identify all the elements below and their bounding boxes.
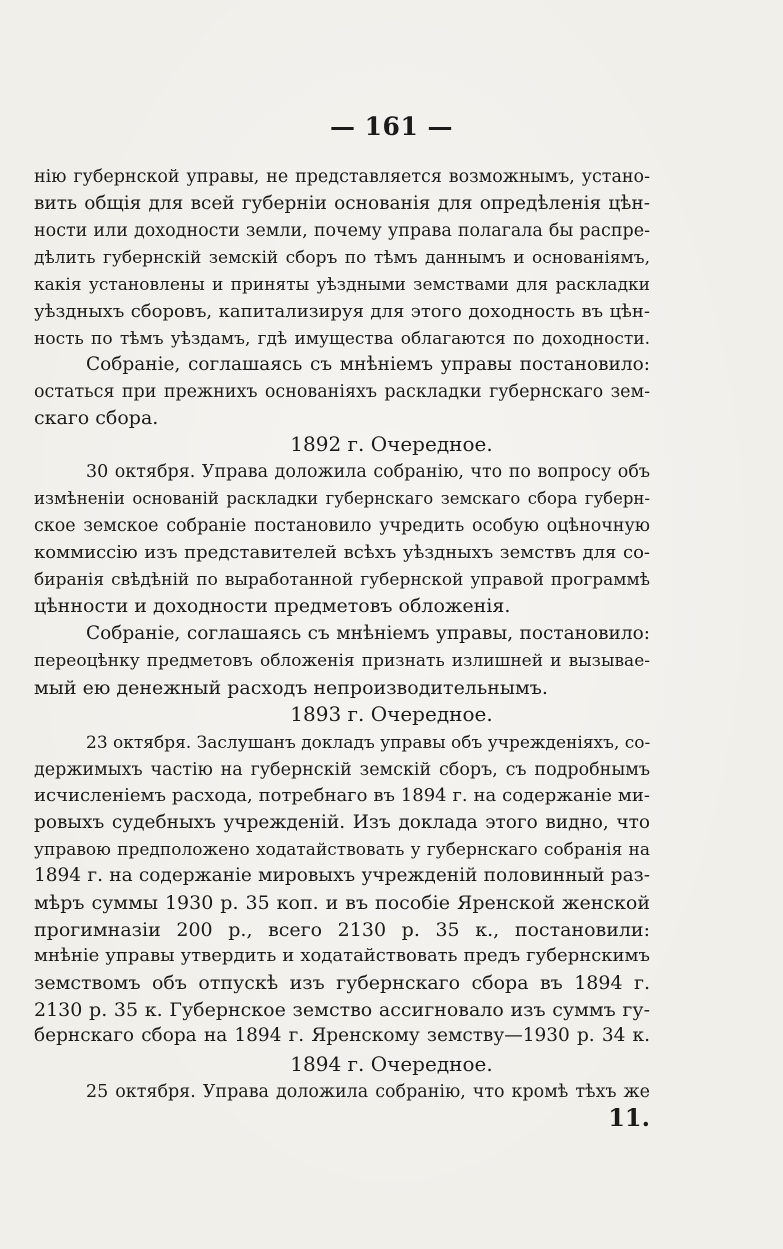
text-line: 1894 г. на содержаніе мировыхъ учрежденій половинный раз- [34,865,650,886]
section-heading-1892: 1892 г. Очередное. [290,432,493,456]
text-line: какія установлены и приняты уѣздными земствами для раскладки [34,275,650,295]
text-line: измѣненіи основаній раскладки губернскаго земскаго сбора губерн- [34,489,650,508]
text-line: мѣръ суммы 1930 р. 35 коп. и въ пособіе Яренской женской [34,892,650,914]
text-line: скаго сбора. [34,407,159,429]
section-heading-1893: 1893 г. Очередное. [290,702,493,726]
page-number: — 161 — [329,112,454,141]
text-line: вить общія для всей губерніи основанія для опредѣленія цѣн- [34,193,650,214]
text-line: дѣлить губернскій земскій сборъ по тѣмъ даннымъ и основаніямъ, [34,248,650,268]
text-line: мый ею денежный расходъ непроизводительнымъ. [34,677,548,699]
text-line: земствомъ объ отпускѣ изъ губернскаго сбора въ 1894 г. [34,972,650,994]
text-line: биранія свѣдѣній по выработанной губернской управой программѣ [34,570,650,590]
text-line: переоцѣнку предметовъ обложенія признать излишней и вызывае- [34,651,650,671]
text-line: бернскаго сбора на 1894 г. Яренскому земству—1930 р. 34 к. [34,1025,650,1046]
signature-mark: 11. [608,1103,650,1132]
text-line: исчисленіемъ расхода, потребнаго въ 1894 г. на содержаніе ми- [34,785,650,806]
section-heading-1894: 1894 г. Очередное. [290,1052,493,1076]
text-line: держимыхъ частію на губернскій земскій сборъ, съ подробнымъ [34,760,650,780]
text-line: 23 октября. Заслушанъ докладъ управы объ учрежденіяхъ, со- [86,733,650,753]
text-line: 25 октября. Управа доложила собранію, что кромѣ тѣхъ же [86,1082,650,1102]
text-line: ровыхъ судебныхъ учрежденій. Изъ доклада этого видно, что [34,812,650,833]
text-line: прогимназіи 200 р., всего 2130 р. 35 к., постановили: [34,919,650,941]
text-line: мнѣніе управы утвердить и ходатайствовать предъ губернскимъ [34,945,650,966]
text-line: ности или доходности земли, почему управа полагала бы распре- [34,221,650,241]
text-line: управою предположено ходатайствовать у губернскаго собранія на [34,840,650,860]
text-line: нію губернской управы, не представляется возможнымъ, устано- [34,167,650,187]
text-line: остаться при прежнихъ основаніяхъ раскладки губернскаго зем- [34,382,650,402]
text-line: Собраніе, соглашаясь съ мнѣніемъ управы постановило: [86,354,650,375]
text-line: ность по тѣмъ уѣздамъ, гдѣ имущества облагаются по доходности. [34,329,650,349]
text-line: уѣздныхъ сборовъ, капитализируя для этого доходность въ цѣн- [34,301,650,322]
text-line: цѣнности и доходности предметовъ обложенія. [34,595,511,617]
text-line: 2130 р. 35 к. Губернское земство ассигновало изъ суммъ гу- [34,999,650,1021]
text-line: Собраніе, соглашаясь съ мнѣніемъ управы, постановило: [86,623,650,644]
text-line: 30 октября. Управа доложила собранію, что по вопросу объ [86,462,650,482]
text-line: коммиссію изъ представителей всѣхъ уѣздныхъ земствъ для со- [34,542,650,563]
text-line: ское земское собраніе постановило учредить особую оцѣночную [34,516,650,536]
